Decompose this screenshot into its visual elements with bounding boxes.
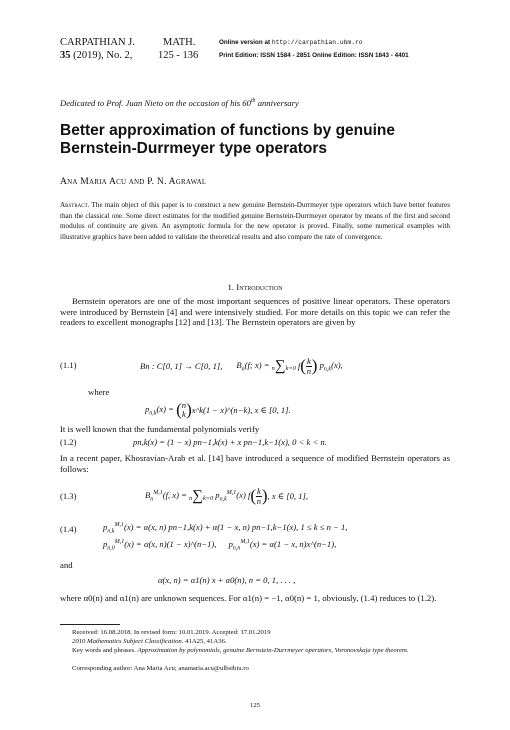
issue-text: (2019), No. 2, — [73, 50, 133, 61]
footnote-rule — [60, 624, 120, 625]
eq13-tail: , x ∈ [0, 1], — [267, 490, 309, 501]
eq-number-1-1: (1.1) — [60, 360, 77, 370]
msc-label: 2010 Mathematics Subject Classification. — [72, 638, 184, 645]
eq14-line2a: α(x, n)(1 − x)^(n−1), — [143, 539, 217, 549]
eq14-line2b: α(1 − x, n)x^(n−1), — [269, 539, 337, 549]
abstract-label: Abstract. — [60, 201, 90, 209]
equation-1-4-line1: $p_{n,k}^{M,1}(x) = \alpha(x$, n) pn−1,k(x) + α(1 − x, n) pn−1,k−1(x), 1 ≤ k ≤ n − 1, — [103, 522, 348, 535]
keywords-label: Key words and phrases. — [72, 647, 136, 654]
and-label: and — [60, 560, 73, 570]
msc-codes: 41A25, 41A36. — [185, 638, 227, 645]
section-heading: 1. Introduction — [227, 282, 283, 292]
received-dates: Received: 16.08.2018. In revised form: 10.01.2019. Accepted: 17.01.2019 — [72, 629, 271, 636]
keywords — [60, 647, 450, 656]
paragraph-4: where α0(n) and α1(n) are unknown sequences. For α1(n) = −1, α0(n) = 1, obviously, (1.4) reduces to (1.2). — [60, 593, 437, 603]
journal-issue — [60, 49, 132, 62]
paragraph-1: Bernstein operators are one of the most important sequences of positive linear operators. These operators were introduced by Bernstein [4] and were intensively studied. For more details on this topic we can refer the readers to excellent monographs [12] and [13]. The Bernstein operators are given by — [60, 296, 450, 328]
issn-line: Print Edition: ISSN 1584 - 2851 Online Edition: ISSN 1843 - 4401 — [219, 52, 409, 59]
alpha-definition: α(x, n) = α1(n) x + α0(n), n = 0, 1, . . . , — [158, 575, 296, 585]
page-number: 125 — [249, 702, 261, 709]
eq14-line1: α(x, n) pn−1,k(x) + α(1 − x, n) pn−1,k−1(x), 1 ≤ k ≤ n − 1, — [143, 522, 348, 532]
equation-1-3: $B_n^{M,1}(f$, x) = n∑k=0 $p_{n,k}^{M,1}(x)$ f ( $\frac{k}{n}$ ) , x ∈ [0, 1], — [145, 485, 309, 506]
online-version — [219, 36, 363, 49]
equation-1-4-line2: $p_{n,0}^{M,1}(x) = \alpha(x$, n)(1 − x)^(n−1), $p_{n,n}^{M,1}(x) = \alpha(1 - x$, n)x^(n−1), — [103, 539, 337, 552]
pnk-def-tail: x^k(1 − x)^(n−k), x ∈ [0, 1]. — [191, 404, 291, 415]
msc-line — [72, 638, 227, 647]
online-url[interactable]: http://carpathian.ubm.ro — [271, 39, 363, 46]
abstract — [60, 200, 450, 242]
paragraph-2: It is well known that the fundamental polynomials verify — [60, 424, 260, 434]
online-prefix: Online version at — [219, 39, 271, 46]
eq11-part-a: Bn : C[0, 1] → C[0, 1], — [140, 361, 223, 371]
paper-title-line2: Bernstein-Durrmeyer type operators — [60, 140, 328, 157]
eq-number-1-2: (1.2) — [60, 437, 77, 447]
paper-title-line1: Better approximation of functions by genuine — [60, 122, 395, 139]
equation-1-2: pn,k(x) = (1 − x) pn−1,k(x) + x pn−1,k−1(x), 0 < k < n. — [133, 437, 327, 447]
journal-math: MATH. — [163, 37, 196, 48]
eq-number-1-4: (1.4) — [60, 524, 77, 534]
equation-pnk-def: $p_{n,k}(x)$ = ( n k ) x^k(1 − x)^(n−k), x ∈ [0, 1]. — [145, 400, 291, 419]
eq-number-1-3: (1.3) — [60, 491, 77, 501]
sum-symbol: n∑k=0 — [271, 357, 296, 374]
paragraph-3: In a recent paper, Khosravian-Arab et al. [14] have introduced a sequence of modified Bernstein operators as follows: — [60, 453, 450, 474]
page-range: 125 - 136 — [158, 50, 199, 61]
keywords-text: Approximation by polynomials, genuine Bernstein-Durrmeyer operators, Voronovskaja type theorem. — [137, 647, 409, 654]
abstract-text: The main object of this paper is to construct a new genuine Bernstein-Durrmeyer type operators which have better features than the classical one. Some direct estimates for the modified genuine Bernstein-Durrmeyer operator by means of the first and second modulus of continuity are given. An asymptotic formula for the new operator is proved. Finally, some numerical examples with illustrative graphics have been added to validate the theoretical results and also compare the rate of convergence. — [60, 201, 450, 241]
equation-1-1: Bn : C[0, 1] → C[0, 1], $B_n(f$; x) = n∑k=0 f ( $\frac{k}{n}$ ) $p_{n,k}(x)$, — [140, 355, 343, 376]
dedication: Dedicated to Prof. Juan Nieto on the occasion of his 60th anniversary — [60, 98, 299, 108]
where-label: where — [88, 387, 110, 397]
authors: Ana Maria Acu and P. N. Agrawal — [60, 176, 207, 187]
journal-name: CARPATHIAN J. — [60, 37, 135, 48]
sum-symbol-2: n∑k=0 — [189, 487, 214, 504]
corresponding-author: Corresponding author: Ana Maria Acu; anamaria.acu@ulbsibiu.ro — [72, 665, 249, 672]
volume-number: 35 — [60, 50, 71, 61]
